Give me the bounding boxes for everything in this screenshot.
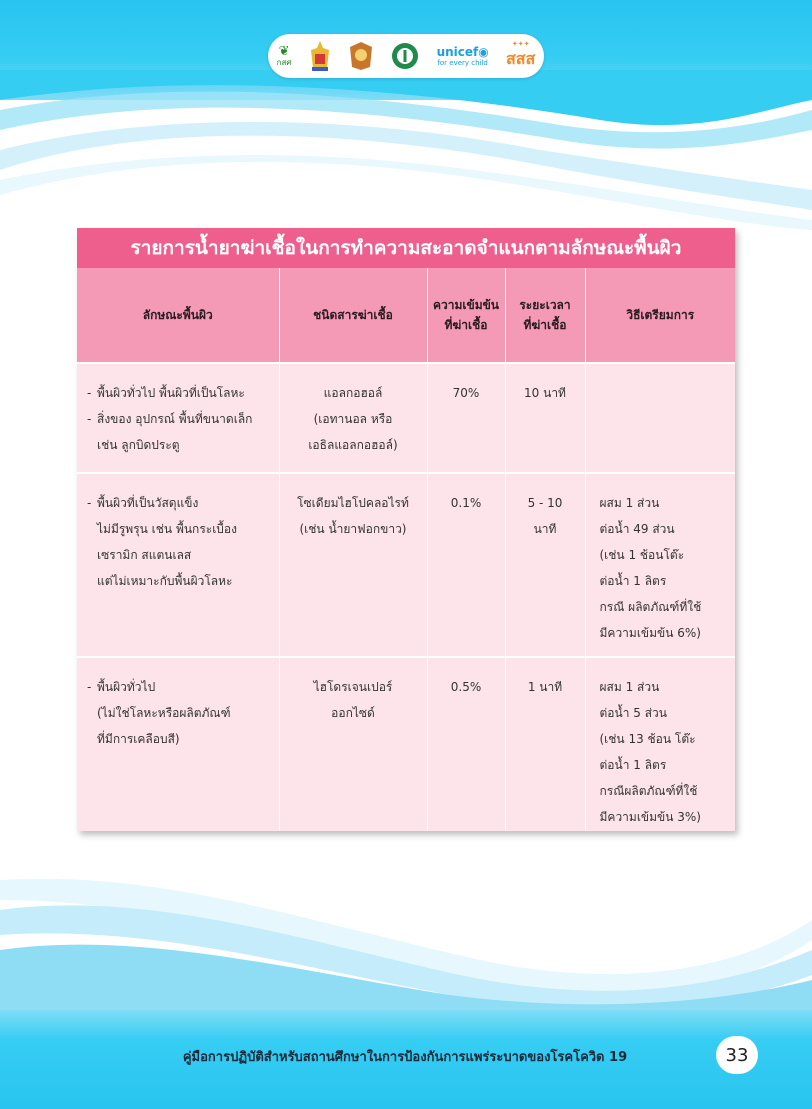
header-agent: ชนิดสารฆ่าเชื้อ xyxy=(279,268,427,363)
header-wave-decoration xyxy=(0,70,812,230)
disinfectant-table xyxy=(77,228,735,831)
agent-cell: แอลกอฮอล์ (เอทานอล หรือ เอธิลแอลกอฮอล์) xyxy=(279,363,427,473)
list-item: - พื้นผิวทั่วไป (ไม่ใช่โลหะหรือผลิตภัณฑ์ ที่มีการเคลือบสี) xyxy=(87,680,231,746)
duration-cell: 10 นาที xyxy=(505,363,585,473)
ministry-emblem-icon xyxy=(348,41,374,71)
preparation-cell xyxy=(585,363,735,473)
preparation-cell: ผสม 1 ส่วน ต่อน้ำ 5 ส่วน (เช่น 13 ช้อน โต๊ะ ต่อน้ำ 1 ลิตร กรณีผลิตภัณฑ์ที่ใช้ มีความเข้มข้น 3%) xyxy=(585,657,735,831)
royal-emblem-logo xyxy=(309,40,331,72)
unicef-icon: ◉ xyxy=(478,44,489,59)
thaihealth-icon: ✦✦✦ xyxy=(511,39,530,48)
thaihealth-logo-label: สสส xyxy=(506,48,536,68)
list-item: - พื้นผิวที่เป็นวัสดุแข็ง ไม่มีรูพรุน เช่น พื้นกระเบื้อง เซรามิก สแตนเลส แต่ไม่เหมาะกับพื้นผิวโลหะ xyxy=(87,496,237,588)
health-dept-logo xyxy=(391,42,419,70)
page-number: 33 xyxy=(716,1036,758,1074)
footer-wave-decoration xyxy=(0,860,812,1020)
agent-cell: ไฮโดรเจนเปอร์ ออกไซด์ xyxy=(279,657,427,831)
preparation-cell: ผสม 1 ส่วน ต่อน้ำ 49 ส่วน (เช่น 1 ช้อนโต๊ะ ต่อน้ำ 1 ลิตร กรณี ผลิตภัณฑ์ที่ใช้ มีความเข้มข้น 6%) xyxy=(585,473,735,657)
eef-logo-label: กสศ xyxy=(276,58,292,67)
royal-emblem-icon xyxy=(309,40,331,72)
footer-title: คู่มือการปฏิบัติสำหรับสถานศึกษาในการป้องกันการแพร่ระบาดของโรคโควิด 19 xyxy=(182,1050,628,1065)
table-header-row xyxy=(77,268,735,363)
duration-cell: 5 - 10 นาที xyxy=(505,473,585,657)
unicef-logo xyxy=(437,46,489,67)
surface-cell xyxy=(77,363,279,473)
agent-cell: โซเดียมไฮโปคลอไรท์ (เช่น น้ำยาฟอกขาว) xyxy=(279,473,427,657)
table-body xyxy=(77,268,735,831)
concentration-cell: 0.1% xyxy=(427,473,505,657)
header-surface: ลักษณะพื้นผิว xyxy=(77,268,279,363)
partner-logos xyxy=(268,34,544,78)
ministry-emblem-logo xyxy=(348,41,374,71)
header-concentration: ความเข้มข้น ที่ฆ่าเชื้อ xyxy=(427,268,505,363)
thaihealth-logo xyxy=(506,41,535,72)
list-item: - สิ่งของ อุปกรณ์ พื้นที่ขนาดเล็ก เช่น ลูกบิดประตู xyxy=(87,412,253,452)
leaf-icon: ❦ xyxy=(278,44,290,59)
surface-cell xyxy=(77,657,279,831)
table-row xyxy=(77,363,735,473)
concentration-cell: 0.5% xyxy=(427,657,505,831)
health-dept-emblem-icon xyxy=(391,42,419,70)
unicef-logo-label: unicef◉ xyxy=(436,44,489,59)
header-duration: ระยะเวลา ที่ฆ่าเชื้อ xyxy=(505,268,585,363)
table-title: รายการน้ำยาฆ่าเชื้อในการทำความสะอาดจำแนกตามลักษณะพื้นผิว xyxy=(77,228,735,268)
surface-cell xyxy=(77,473,279,657)
table-row xyxy=(77,657,735,831)
duration-cell: 1 นาที xyxy=(505,657,585,831)
header-preparation: วิธีเตรียมการ xyxy=(585,268,735,363)
list-item: - พื้นผิวทั่วไป พื้นผิวที่เป็นโลหะ xyxy=(87,386,245,400)
concentration-cell: 70% xyxy=(427,363,505,473)
table-row xyxy=(77,473,735,657)
unicef-logo-sub: for every child xyxy=(437,58,488,67)
eef-logo xyxy=(277,45,292,67)
